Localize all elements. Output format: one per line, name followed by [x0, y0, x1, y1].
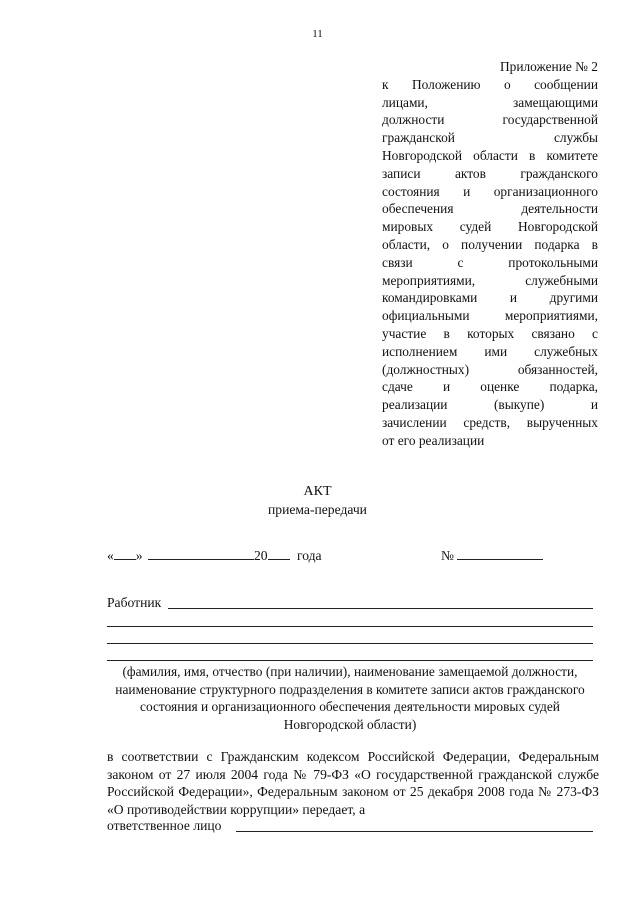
responsible-line[interactable]	[236, 831, 593, 832]
day-blank[interactable]	[114, 547, 136, 560]
year-prefix: 20	[254, 548, 268, 563]
date-row	[107, 547, 597, 564]
appendix-line: сдаче и оценке подарка,	[382, 379, 598, 395]
appendix-line: официальными мероприятиями,	[382, 308, 598, 324]
responsible-label: ответственное лицо	[107, 818, 222, 833]
act-subtitle: приема-передачи	[268, 502, 367, 517]
worker-label: Работник	[107, 595, 162, 610]
appendix-title: Приложение № 2	[499, 59, 598, 74]
appendix-line: зачислении средств, вырученных	[382, 414, 598, 430]
appendix-block	[382, 58, 598, 450]
body-text: в соответствии с Гражданским кодексом Российской Федерации, Федеральным законом от 27 июля 2004 года № 79-ФЗ «О государственной гражданской службе Российской Федерации», Федеральным законом от 25 декабря 2008 года № 273-ФЗ «О противодействии коррупции» передает, а	[107, 749, 599, 817]
appendix-line: (должностных) обязанностей,	[382, 361, 598, 377]
appendix-line: реализации (выкупе) и	[382, 397, 598, 413]
appendix-line: от его реализации	[382, 432, 485, 448]
number-sign: №	[441, 548, 454, 563]
year-blank[interactable]	[268, 547, 290, 560]
appendix-line: состояния и организационного	[382, 183, 598, 199]
appendix-line: записи актов гражданского	[382, 165, 598, 181]
appendix-line: лицами, замещающими	[382, 94, 598, 110]
appendix-line: исполнением ими служебных	[382, 343, 598, 359]
worker-line-4[interactable]	[107, 660, 593, 661]
year-suffix: года	[297, 548, 322, 563]
month-blank[interactable]	[148, 547, 254, 560]
worker-line-3[interactable]	[107, 643, 593, 644]
appendix-line: Новгородской области в комитете	[382, 147, 598, 163]
appendix-line: участие в которых связано с	[382, 325, 598, 341]
number-blank[interactable]	[457, 547, 543, 560]
worker-caption: (фамилия, имя, отчество (при наличии), наименование замещаемой должности, наименование структурного подразделения в комитете записи актов гражданского состояния и организационного обеспечения деятельности мировых судей Новгородской области)	[115, 664, 585, 732]
close-quote: »	[135, 548, 143, 563]
appendix-line: мероприятиями, служебными	[382, 272, 598, 288]
open-quote: «	[107, 548, 114, 563]
appendix-line: обеспечения деятельности	[382, 201, 598, 217]
appendix-line: командировками и другими	[382, 290, 598, 306]
appendix-line: к Положению о сообщении	[382, 76, 598, 92]
worker-line-1[interactable]	[168, 608, 593, 609]
act-title: АКТ	[303, 484, 332, 499]
appendix-line: гражданской службы	[382, 130, 598, 146]
appendix-line: связи с протокольными	[382, 254, 598, 270]
act-number	[441, 547, 543, 564]
appendix-line: должности государственной	[382, 112, 598, 128]
appendix-body	[382, 76, 598, 450]
appendix-line: мировых судей Новгородской	[382, 219, 598, 235]
appendix-line: области, о получении подарка в	[382, 236, 598, 252]
worker-line-2[interactable]	[107, 626, 593, 627]
page-number: 11	[312, 28, 323, 40]
